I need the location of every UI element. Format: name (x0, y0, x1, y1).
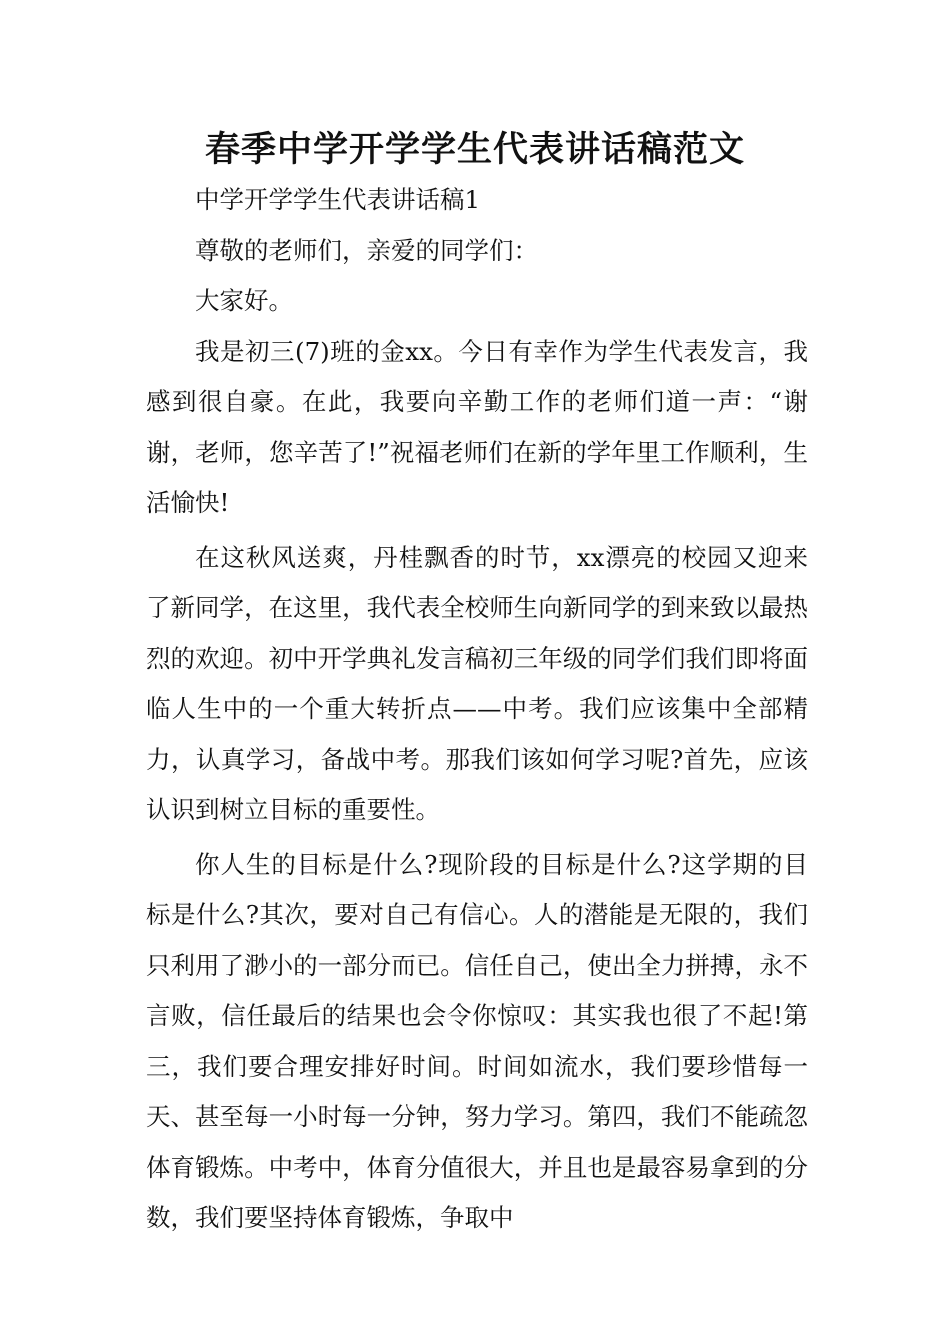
body-paragraph: 我是初三(7)班的金xx。今日有幸作为学生代表发言，我感到很自豪。在此，我要向辛勤工作的老师们道一声：“谢谢，老师，您辛苦了!”祝福老师们在新的学年里工作顺利，生活愉快! (146, 336, 808, 517)
greeting: 大家好。 (195, 286, 293, 315)
document-title: 春季中学开学学生代表讲话稿范文 (204, 130, 745, 170)
body-paragraph: 在这秋风送爽，丹桂飘香的时节，xx漂亮的校园又迎来了新同学，在这里，我代表全校师生向新同学的到来致以最热烈的欢迎。初中开学典礼发言稿初三年级的同学们我们即将面临人生中的一个重大转折点——中考。我们应该集中全部精力，认真学习，备战中考。那我们该如何学习呢?首先，应该认识到树立目标的重要性。 (146, 542, 808, 824)
document-body (146, 175, 808, 1244)
section-heading: 中学开学学生代表讲话稿1 (195, 185, 481, 214)
salutation: 尊敬的老师们，亲爱的同学们： (195, 235, 538, 265)
body-paragraph: 你人生的目标是什么?现阶段的目标是什么?这学期的目标是什么?其次，要对自己有信心。人的潜能是无限的，我们只利用了渺小的一部分而已。信任自己，使出全力拼搏，永不言败，信任最后的结果也会令你惊叹：其实我也很了不起!第三，我们要合理安排好时间。时间如流水，我们要珍惜每一天、甚至每一小时每一分钟，努力学习。第四，我们不能疏忽体育锻炼。中考中，体育分值很大，并且也是最容易拿到的分数，我们要坚持体育锻炼，争取中 (146, 849, 808, 1232)
